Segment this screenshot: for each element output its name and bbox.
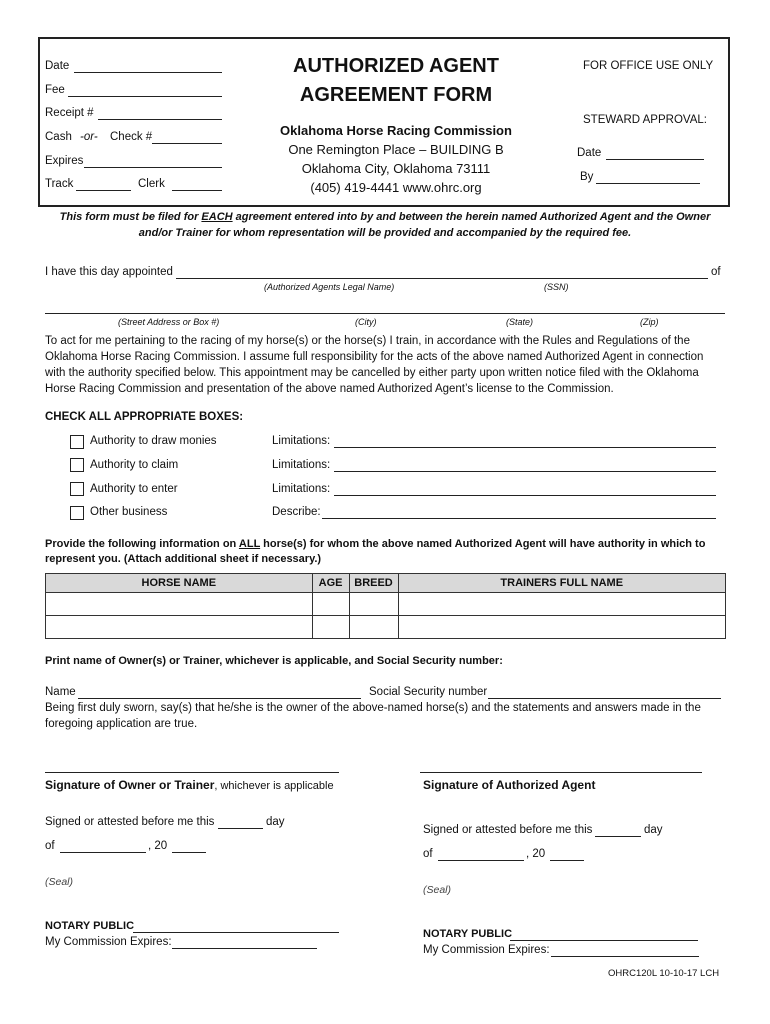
right-day-label: day [644,824,663,836]
left-notary-label: NOTARY PUBLIC [45,920,135,932]
table-row [46,616,726,639]
other-business-describe-field[interactable] [322,518,716,519]
owner-ssn-label: Social Security number [369,686,488,698]
authority-paragraph-line4: Horse Racing Commission and presentation of the above named Authorized Agent’s license to the Commission. [45,383,614,395]
claim-label: Authority to claim [90,459,179,471]
oath-line2: foregoing application are true. [45,718,198,730]
draw-monies-limitations-field[interactable] [334,447,716,448]
fee-field[interactable] [68,96,222,97]
steward-date-label: Date [577,147,602,159]
draw-monies-label: Authority to draw monies [90,435,217,447]
right-day-field[interactable] [595,836,641,837]
cash-label: Cash [45,131,72,143]
age-cell[interactable] [312,616,349,639]
address-line1: One Remington Place – BUILDING B [288,142,504,157]
enter-limitations-field[interactable] [334,495,716,496]
state-caption: (State) [506,317,534,327]
track-field[interactable] [76,190,131,191]
right-year-prefix: , 20 [526,848,546,860]
of-label: of [711,266,721,278]
agent-name-ssn-field[interactable] [176,278,708,279]
enter-checkbox[interactable] [70,482,84,496]
horse-name-cell[interactable] [46,593,313,616]
office-use-label: FOR OFFICE USE ONLY [583,60,714,72]
owner-name-label: Name [45,686,76,698]
authority-paragraph-line1: To act for me pertaining to the racing of my horse(s) or the horse(s) I train, in accordance with the Rules and Regulations of the [45,335,690,347]
filing-notice: This form must be filed for EACH agreement entered into by and between the herein named Authorized Agent and the Owner [59,211,711,223]
oath-line1: Being first duly sworn, say(s) that he/she is the owner of the above-named horse(s) and the statements and answers made in the [45,702,701,714]
form-title-line2: AGREEMENT FORM [299,84,493,106]
left-year-field[interactable] [172,852,206,853]
authority-paragraph-line3: with the authority specified below. This appointment may be cancelled by either party upon written notice filed with the Oklahoma [45,367,699,379]
steward-by-label: By [580,171,594,183]
owner-heading: Print name of Owner(s) or Trainer, whichever is applicable, and Social Security number: [45,655,503,667]
expires-field[interactable] [84,167,222,168]
right-notary-field[interactable] [510,940,698,941]
draw-monies-checkbox[interactable] [70,435,84,449]
left-seal-label: (Seal) [45,876,74,888]
horse-name-header: HORSE NAME [46,574,313,593]
horses-intro-line2: represent you. (Attach additional sheet if necessary.) [45,553,322,565]
legal-name-caption: (Authorized Agents Legal Name) [264,282,395,292]
receipt-label: Receipt # [45,107,94,119]
steward-date-field[interactable] [606,159,704,160]
org-name: Oklahoma Horse Racing Commission [280,123,512,138]
clerk-field[interactable] [172,190,222,191]
right-month-field[interactable] [438,860,524,861]
left-day-field[interactable] [218,828,263,829]
trainer-name-cell[interactable] [398,593,726,616]
check-field[interactable] [152,143,222,144]
claim-limitations-label: Limitations: [272,459,331,471]
filing-notice-line2: and/or Trainer for whom representation will be provided and accompanied by the required fee. [138,227,632,239]
table-row [46,593,726,616]
left-day-label: day [266,816,285,828]
age-cell[interactable] [312,593,349,616]
street-caption: (Street Address or Box #) [118,317,220,327]
owner-name-field[interactable] [78,698,361,699]
age-header: AGE [312,574,349,593]
right-commission-label: My Commission Expires: [423,944,550,956]
agent-address-field[interactable] [45,313,725,314]
contact-line: (405) 419-4441 www.ohrc.org [310,180,482,195]
address-line2: Oklahoma City, Oklahoma 73111 [301,161,491,176]
trainer-name-cell[interactable] [398,616,726,639]
receipt-field[interactable] [98,119,222,120]
right-seal-label: (Seal) [423,884,452,896]
other-business-describe-label: Describe: [272,506,321,518]
left-signed-label: Signed or attested before me this [45,816,215,828]
agent-signature-line[interactable] [420,772,702,773]
steward-approval-label: STEWARD APPROVAL: [583,114,707,126]
left-notary-field[interactable] [133,932,339,933]
claim-limitations-field[interactable] [334,471,716,472]
check-boxes-heading: CHECK ALL APPROPRIATE BOXES: [45,411,244,423]
owner-signature-line[interactable] [45,772,339,773]
ssn-caption: (SSN) [544,282,569,292]
breed-cell[interactable] [349,616,398,639]
left-commission-label: My Commission Expires: [45,936,172,948]
steward-by-field[interactable] [596,183,700,184]
horse-name-cell[interactable] [46,616,313,639]
date-field[interactable] [74,72,222,73]
form-code: OHRC120L 10-10-17 LCH [608,968,720,979]
expires-label: Expires [45,155,84,167]
left-of-label: of [45,840,55,852]
left-month-field[interactable] [60,852,146,853]
right-year-field[interactable] [550,860,584,861]
form-title-line1: AUTHORIZED AGENT [293,55,499,77]
left-year-prefix: , 20 [148,840,168,852]
enter-limitations-label: Limitations: [272,483,331,495]
check-label: Check # [110,131,153,143]
city-caption: (City) [355,317,377,327]
breed-header: BREED [349,574,398,593]
right-signed-label: Signed or attested before me this [423,824,593,836]
horses-intro: Provide the following information on ALL horse(s) for whom the above named Authorized Agent will have authority in which to [45,538,706,550]
owner-ssn-field[interactable] [488,698,721,699]
clerk-label: Clerk [138,178,165,190]
claim-checkbox[interactable] [70,458,84,472]
track-label: Track [45,178,74,190]
horses-table-header [46,574,726,593]
trainer-name-header: TRAINERS FULL NAME [398,574,726,593]
right-commission-field[interactable] [551,956,699,957]
zip-caption: (Zip) [640,317,659,327]
right-notary-label: NOTARY PUBLIC [423,928,513,940]
draw-monies-limitations-label: Limitations: [272,435,331,447]
owner-signature-caption: Signature of Owner or Trainer, whichever is applicable [45,778,334,792]
horses-table [45,573,726,639]
appointed-label: I have this day appointed [45,266,173,278]
enter-label: Authority to enter [90,483,178,495]
breed-cell[interactable] [349,593,398,616]
date-label: Date [45,60,70,72]
or-label: -or- [80,131,98,143]
left-commission-field[interactable] [172,948,317,949]
agent-signature-caption: Signature of Authorized Agent [423,778,596,792]
right-of-label: of [423,848,433,860]
authority-paragraph-line2: Oklahoma Horse Racing Commission. I assume full responsibility for the acts of the above named Authorized Agent in connection [45,351,704,363]
other-business-label: Other business [90,506,168,518]
other-business-checkbox[interactable] [70,506,84,520]
fee-label: Fee [45,84,65,96]
